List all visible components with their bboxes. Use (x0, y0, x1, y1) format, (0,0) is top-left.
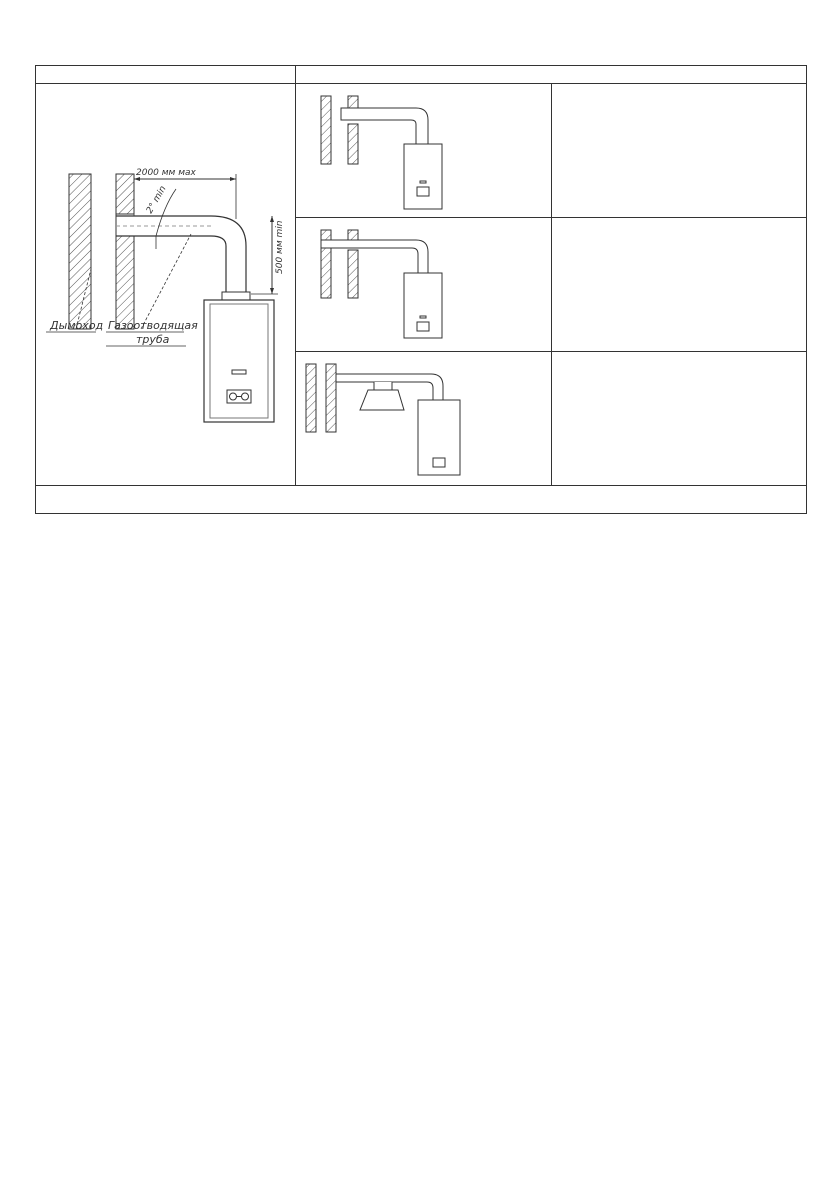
table-footer-row (36, 486, 807, 514)
variant-1-heater (404, 144, 442, 209)
variant-3-hood (360, 382, 404, 410)
chimney-label: Дымоход (50, 319, 104, 332)
header-cell-left (36, 66, 296, 84)
main-installation-diagram (36, 84, 295, 469)
header-cell-right (296, 66, 807, 84)
variant-description-2 (551, 218, 807, 352)
main-diagram-cell (36, 84, 296, 486)
table-header-row (36, 66, 807, 84)
water-heater-body (204, 300, 274, 422)
variant-3-heater (418, 400, 460, 475)
installation-options-table (35, 65, 807, 514)
footer-cell (36, 486, 807, 514)
variant-diagram-2 (296, 218, 466, 347)
variant-description-3 (551, 352, 807, 486)
variant-2-pipe (321, 240, 428, 273)
variant-diagram-3 (296, 352, 466, 481)
variant-thumb-1 (296, 84, 552, 218)
chimney-wall-right-top (116, 174, 134, 214)
dimension-length-label: 2000 мм мах (136, 168, 196, 178)
pipe-collar (222, 292, 250, 300)
variant-thumb-2 (296, 218, 552, 352)
variant-diagram-1 (296, 84, 466, 213)
flue-pipe (116, 216, 246, 294)
pipe-label-line2: труба (136, 333, 170, 346)
variant-thumb-3 (296, 352, 552, 486)
pipe-label-line1: Газоотводящая (108, 319, 198, 332)
variant-2-heater (404, 273, 442, 338)
variant-description-1 (551, 84, 807, 218)
dimension-height-label: 500 мм min (275, 220, 285, 274)
chimney-wall-right-bottom (116, 236, 134, 329)
angle-label: 2° min (144, 184, 169, 216)
chimney-wall-left (69, 174, 91, 329)
